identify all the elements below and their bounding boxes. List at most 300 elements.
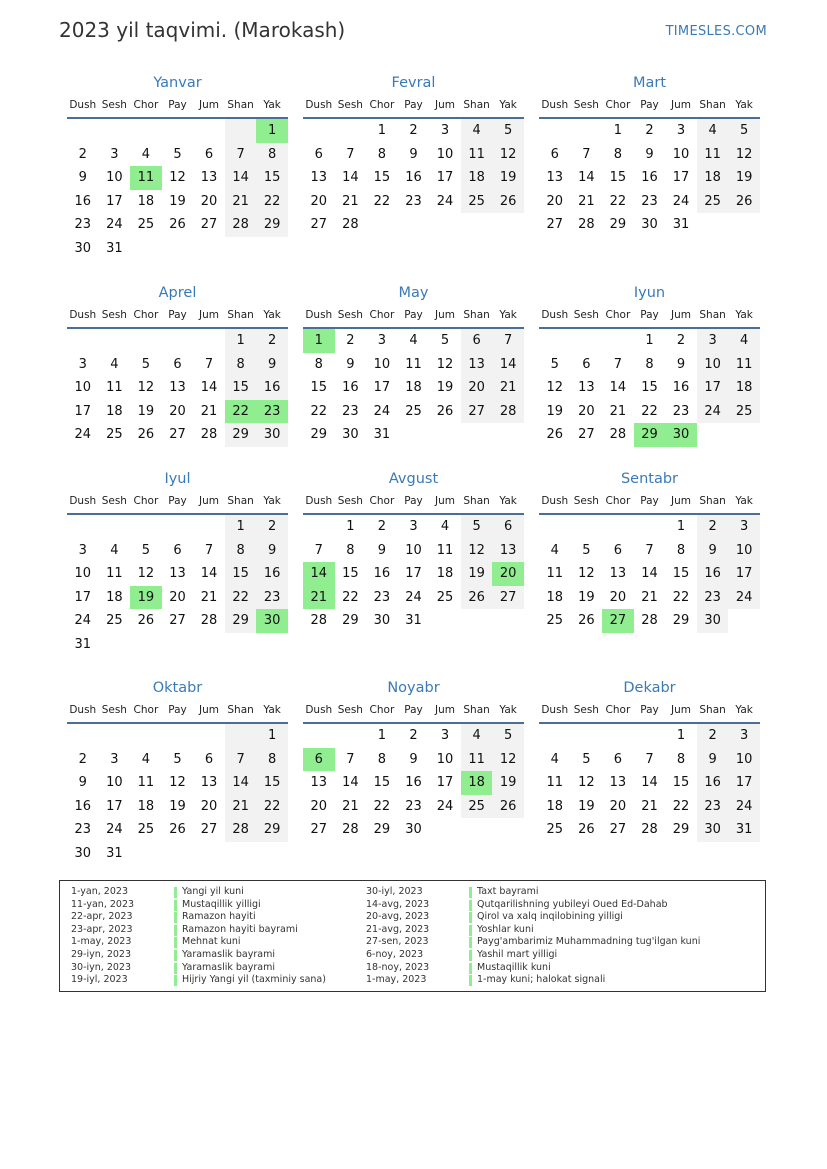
day-cell[interactable]: 1 (303, 329, 335, 353)
day-cell[interactable]: 21 (225, 795, 257, 819)
day-cell[interactable]: 10 (672, 146, 690, 162)
day-cell[interactable]: 16 (342, 380, 359, 395)
day-cell[interactable]: 6 (204, 146, 214, 162)
day-cell[interactable]: 23 (697, 586, 729, 610)
day-cell[interactable]: 16 (74, 193, 92, 209)
day-cell[interactable]: 17 (106, 193, 123, 209)
day-cell[interactable]: 9 (645, 146, 654, 162)
day-cell[interactable]: 26 (546, 427, 564, 442)
day-cell[interactable]: 7 (492, 329, 524, 353)
day-cell[interactable]: 25 (405, 403, 422, 419)
day-cell[interactable]: 19 (578, 798, 595, 814)
day-cell[interactable]: 19 (492, 771, 524, 795)
day-cell[interactable]: 27 (310, 217, 328, 232)
day-cell[interactable]: 16 (405, 170, 422, 185)
day-cell[interactable]: 14 (578, 170, 595, 185)
day-cell[interactable]: 30 (665, 423, 697, 447)
day-cell[interactable]: 13 (310, 170, 328, 185)
day-cell[interactable]: 4 (550, 542, 559, 558)
day-cell[interactable]: 13 (578, 380, 595, 395)
day-cell[interactable]: 21 (609, 403, 627, 419)
day-cell[interactable]: 11 (405, 356, 422, 372)
day-cell[interactable]: 22 (225, 400, 257, 424)
day-cell[interactable]: 22 (373, 193, 391, 209)
day-cell[interactable]: 14 (225, 771, 257, 795)
day-cell[interactable]: 31 (728, 818, 760, 842)
day-cell[interactable]: 18 (461, 166, 493, 190)
day-cell[interactable]: 26 (169, 217, 186, 232)
day-cell[interactable]: 22 (641, 403, 658, 419)
day-cell[interactable]: 2 (676, 333, 686, 348)
day-cell[interactable]: 30 (697, 818, 729, 842)
brand-link[interactable]: TIMESLES.COM (665, 24, 767, 39)
day-cell[interactable]: 9 (346, 356, 355, 372)
day-cell[interactable]: 6 (204, 751, 214, 767)
day-cell[interactable]: 23 (672, 403, 690, 419)
day-cell[interactable]: 10 (697, 353, 729, 377)
day-cell[interactable]: 28 (609, 427, 627, 442)
day-cell[interactable]: 22 (672, 589, 690, 605)
day-cell[interactable]: 28 (200, 427, 218, 442)
day-cell[interactable]: 30 (74, 845, 92, 861)
day-cell[interactable]: 20 (200, 193, 218, 209)
day-cell[interactable]: 26 (578, 822, 595, 837)
day-cell[interactable]: 11 (130, 166, 162, 190)
day-cell[interactable]: 11 (728, 353, 760, 377)
day-cell[interactable]: 22 (609, 193, 627, 209)
day-cell[interactable]: 15 (256, 166, 288, 190)
day-cell[interactable]: 13 (609, 775, 627, 790)
day-cell[interactable]: 20 (169, 589, 186, 605)
day-cell[interactable]: 3 (409, 519, 418, 534)
day-cell[interactable]: 22 (373, 798, 391, 814)
day-cell[interactable]: 24 (436, 798, 454, 814)
day-cell[interactable]: 19 (137, 403, 155, 419)
day-cell[interactable]: 2 (78, 751, 87, 767)
day-cell[interactable]: 5 (461, 515, 493, 539)
day-cell[interactable]: 8 (613, 146, 623, 162)
day-cell[interactable]: 19 (436, 380, 454, 395)
day-cell[interactable]: 15 (310, 380, 328, 395)
day-cell[interactable]: 20 (546, 193, 564, 209)
day-cell[interactable]: 25 (436, 589, 454, 605)
day-cell[interactable]: 8 (256, 143, 288, 167)
day-cell[interactable]: 8 (377, 146, 387, 162)
day-cell[interactable]: 12 (492, 748, 524, 772)
day-cell[interactable]: 19 (130, 586, 162, 610)
day-cell[interactable]: 4 (697, 119, 729, 143)
day-cell[interactable]: 23 (74, 217, 92, 232)
day-cell[interactable]: 18 (137, 193, 155, 209)
day-cell[interactable]: 2 (645, 123, 654, 138)
day-cell[interactable]: 7 (346, 751, 355, 767)
day-cell[interactable]: 3 (728, 515, 760, 539)
day-cell[interactable]: 2 (409, 728, 418, 743)
day-cell[interactable]: 27 (609, 822, 627, 837)
day-cell[interactable]: 1 (645, 333, 654, 348)
day-cell[interactable]: 9 (256, 353, 288, 377)
day-cell[interactable]: 12 (578, 566, 595, 581)
day-cell[interactable]: 25 (728, 400, 760, 424)
day-cell[interactable]: 13 (200, 170, 218, 185)
day-cell[interactable]: 2 (346, 333, 355, 348)
day-cell[interactable]: 30 (373, 613, 391, 628)
day-cell[interactable]: 17 (436, 775, 454, 790)
day-cell[interactable]: 11 (106, 380, 123, 395)
day-cell[interactable]: 29 (225, 423, 257, 447)
day-cell[interactable]: 31 (106, 240, 123, 256)
day-cell[interactable]: 5 (492, 724, 524, 748)
day-cell[interactable]: 22 (256, 795, 288, 819)
day-cell[interactable]: 11 (546, 775, 564, 790)
day-cell[interactable]: 9 (78, 170, 87, 185)
day-cell[interactable]: 25 (106, 613, 123, 628)
day-cell[interactable]: 7 (582, 146, 591, 162)
day-cell[interactable]: 15 (256, 771, 288, 795)
day-cell[interactable]: 14 (492, 353, 524, 377)
day-cell[interactable]: 21 (303, 586, 335, 610)
day-cell[interactable]: 7 (645, 542, 654, 558)
day-cell[interactable]: 14 (225, 166, 257, 190)
day-cell[interactable]: 28 (578, 217, 595, 232)
day-cell[interactable]: 12 (728, 143, 760, 167)
day-cell[interactable]: 6 (173, 356, 182, 372)
day-cell[interactable]: 5 (141, 356, 151, 372)
day-cell[interactable]: 28 (641, 613, 658, 628)
day-cell[interactable]: 18 (405, 380, 422, 395)
day-cell[interactable]: 19 (728, 166, 760, 190)
day-cell[interactable]: 22 (342, 589, 359, 605)
day-cell[interactable]: 24 (728, 586, 760, 610)
day-cell[interactable]: 18 (106, 589, 123, 605)
day-cell[interactable]: 28 (200, 613, 218, 628)
day-cell[interactable]: 3 (440, 123, 450, 138)
day-cell[interactable]: 1 (225, 329, 257, 353)
day-cell[interactable]: 12 (492, 143, 524, 167)
day-cell[interactable]: 12 (137, 566, 155, 581)
day-cell[interactable]: 18 (546, 589, 564, 605)
day-cell[interactable]: 14 (641, 566, 658, 581)
day-cell[interactable]: 7 (225, 748, 257, 772)
day-cell[interactable]: 22 (672, 798, 690, 814)
day-cell[interactable]: 6 (461, 329, 493, 353)
day-cell[interactable]: 13 (492, 539, 524, 563)
day-cell[interactable]: 15 (373, 170, 391, 185)
day-cell[interactable]: 26 (169, 822, 186, 837)
day-cell[interactable]: 11 (436, 542, 454, 558)
day-cell[interactable]: 14 (641, 775, 658, 790)
day-cell[interactable]: 9 (256, 539, 288, 563)
day-cell[interactable]: 27 (169, 427, 186, 442)
day-cell[interactable]: 16 (672, 380, 690, 395)
day-cell[interactable]: 12 (546, 380, 564, 395)
day-cell[interactable]: 8 (346, 542, 355, 558)
day-cell[interactable]: 22 (310, 403, 328, 419)
day-cell[interactable]: 13 (609, 566, 627, 581)
day-cell[interactable]: 17 (74, 403, 92, 419)
day-cell[interactable]: 24 (106, 822, 123, 837)
day-cell[interactable]: 31 (405, 613, 422, 628)
day-cell[interactable]: 28 (641, 822, 658, 837)
day-cell[interactable]: 12 (169, 170, 186, 185)
day-cell[interactable]: 22 (225, 586, 257, 610)
day-cell[interactable]: 26 (492, 795, 524, 819)
day-cell[interactable]: 3 (78, 542, 87, 558)
day-cell[interactable]: 17 (436, 170, 454, 185)
day-cell[interactable]: 24 (405, 589, 422, 605)
day-cell[interactable]: 19 (461, 562, 493, 586)
day-cell[interactable]: 10 (436, 146, 454, 162)
day-cell[interactable]: 5 (173, 751, 182, 767)
day-cell[interactable]: 22 (256, 190, 288, 214)
day-cell[interactable]: 15 (672, 775, 690, 790)
day-cell[interactable]: 29 (672, 822, 690, 837)
day-cell[interactable]: 25 (137, 822, 155, 837)
day-cell[interactable]: 15 (342, 566, 359, 581)
day-cell[interactable]: 6 (314, 146, 323, 162)
day-cell[interactable]: 23 (342, 403, 359, 419)
day-cell[interactable]: 17 (728, 771, 760, 795)
day-cell[interactable]: 11 (137, 775, 155, 790)
day-cell[interactable]: 23 (373, 589, 391, 605)
day-cell[interactable]: 3 (110, 146, 119, 162)
day-cell[interactable]: 17 (373, 380, 391, 395)
day-cell[interactable]: 29 (310, 427, 328, 442)
day-cell[interactable]: 29 (634, 423, 666, 447)
day-cell[interactable]: 5 (492, 119, 524, 143)
day-cell[interactable]: 30 (342, 427, 359, 442)
day-cell[interactable]: 2 (697, 724, 729, 748)
day-cell[interactable]: 10 (106, 775, 123, 790)
day-cell[interactable]: 26 (728, 190, 760, 214)
day-cell[interactable]: 3 (440, 728, 450, 743)
day-cell[interactable]: 23 (256, 586, 288, 610)
day-cell[interactable]: 21 (200, 589, 218, 605)
day-cell[interactable]: 9 (409, 146, 418, 162)
day-cell[interactable]: 6 (173, 542, 182, 558)
day-cell[interactable]: 27 (546, 217, 564, 232)
day-cell[interactable]: 30 (74, 240, 92, 256)
day-cell[interactable]: 6 (613, 751, 623, 767)
day-cell[interactable]: 9 (78, 775, 87, 790)
day-cell[interactable]: 19 (578, 589, 595, 605)
day-cell[interactable]: 11 (461, 143, 493, 167)
day-cell[interactable]: 31 (672, 217, 690, 232)
day-cell[interactable]: 15 (373, 775, 391, 790)
day-cell[interactable]: 1 (676, 519, 686, 534)
day-cell[interactable]: 12 (578, 775, 595, 790)
day-cell[interactable]: 29 (342, 613, 359, 628)
day-cell[interactable]: 10 (74, 566, 92, 581)
day-cell[interactable]: 26 (137, 427, 155, 442)
day-cell[interactable]: 4 (110, 542, 119, 558)
day-cell[interactable]: 20 (609, 589, 627, 605)
day-cell[interactable]: 12 (436, 356, 454, 372)
day-cell[interactable]: 27 (310, 822, 328, 837)
day-cell[interactable]: 27 (169, 613, 186, 628)
day-cell[interactable]: 21 (578, 193, 595, 209)
day-cell[interactable]: 20 (200, 798, 218, 814)
day-cell[interactable]: 27 (461, 400, 493, 424)
day-cell[interactable]: 24 (672, 193, 690, 209)
day-cell[interactable]: 19 (492, 166, 524, 190)
day-cell[interactable]: 15 (672, 566, 690, 581)
day-cell[interactable]: 26 (436, 403, 454, 419)
day-cell[interactable]: 1 (256, 119, 288, 143)
day-cell[interactable]: 8 (377, 751, 387, 767)
day-cell[interactable]: 29 (373, 822, 391, 837)
day-cell[interactable]: 24 (74, 613, 92, 628)
day-cell[interactable]: 2 (697, 515, 729, 539)
day-cell[interactable]: 30 (641, 217, 658, 232)
day-cell[interactable]: 23 (405, 193, 422, 209)
day-cell[interactable]: 17 (106, 798, 123, 814)
day-cell[interactable]: 16 (697, 562, 729, 586)
day-cell[interactable]: 21 (641, 798, 658, 814)
day-cell[interactable]: 9 (409, 751, 418, 767)
day-cell[interactable]: 1 (377, 728, 387, 743)
day-cell[interactable]: 27 (578, 427, 595, 442)
day-cell[interactable]: 6 (582, 356, 591, 372)
day-cell[interactable]: 28 (225, 213, 257, 237)
day-cell[interactable]: 7 (314, 542, 323, 558)
day-cell[interactable]: 27 (492, 586, 524, 610)
day-cell[interactable]: 31 (106, 845, 123, 861)
day-cell[interactable]: 26 (461, 586, 493, 610)
day-cell[interactable]: 25 (461, 795, 493, 819)
day-cell[interactable]: 30 (697, 609, 729, 633)
day-cell[interactable]: 25 (546, 822, 564, 837)
day-cell[interactable]: 1 (676, 728, 686, 743)
day-cell[interactable]: 23 (641, 193, 658, 209)
day-cell[interactable]: 8 (645, 356, 654, 372)
day-cell[interactable]: 7 (225, 143, 257, 167)
day-cell[interactable]: 17 (728, 562, 760, 586)
day-cell[interactable]: 28 (225, 818, 257, 842)
day-cell[interactable]: 21 (492, 376, 524, 400)
day-cell[interactable]: 24 (74, 427, 92, 442)
day-cell[interactable]: 18 (697, 166, 729, 190)
day-cell[interactable]: 24 (436, 193, 454, 209)
day-cell[interactable]: 20 (578, 403, 595, 419)
day-cell[interactable]: 13 (200, 775, 218, 790)
day-cell[interactable]: 12 (137, 380, 155, 395)
day-cell[interactable]: 14 (342, 775, 359, 790)
day-cell[interactable]: 25 (546, 613, 564, 628)
day-cell[interactable]: 10 (405, 542, 422, 558)
day-cell[interactable]: 14 (609, 380, 627, 395)
day-cell[interactable]: 2 (78, 146, 87, 162)
day-cell[interactable]: 20 (492, 562, 524, 586)
day-cell[interactable]: 15 (641, 380, 658, 395)
day-cell[interactable]: 3 (728, 724, 760, 748)
day-cell[interactable]: 21 (225, 190, 257, 214)
day-cell[interactable]: 30 (256, 423, 288, 447)
day-cell[interactable]: 10 (74, 380, 92, 395)
day-cell[interactable]: 11 (106, 566, 123, 581)
day-cell[interactable]: 20 (310, 193, 328, 209)
day-cell[interactable]: 7 (204, 542, 214, 558)
day-cell[interactable]: 17 (405, 566, 422, 581)
day-cell[interactable]: 19 (546, 403, 564, 419)
day-cell[interactable]: 4 (461, 724, 493, 748)
day-cell[interactable]: 7 (645, 751, 654, 767)
day-cell[interactable]: 28 (310, 613, 328, 628)
day-cell[interactable]: 17 (697, 376, 729, 400)
day-cell[interactable]: 16 (74, 798, 92, 814)
day-cell[interactable]: 8 (676, 542, 686, 558)
day-cell[interactable]: 18 (436, 566, 454, 581)
day-cell[interactable]: 16 (373, 566, 391, 581)
day-cell[interactable]: 29 (225, 609, 257, 633)
day-cell[interactable]: 5 (582, 542, 591, 558)
day-cell[interactable]: 10 (436, 751, 454, 767)
day-cell[interactable]: 30 (256, 609, 288, 633)
day-cell[interactable]: 18 (461, 771, 493, 795)
day-cell[interactable]: 23 (405, 798, 422, 814)
day-cell[interactable]: 13 (169, 380, 186, 395)
day-cell[interactable]: 4 (440, 519, 450, 534)
day-cell[interactable]: 18 (137, 798, 155, 814)
day-cell[interactable]: 28 (342, 822, 359, 837)
day-cell[interactable]: 15 (225, 376, 257, 400)
day-cell[interactable]: 4 (409, 333, 418, 348)
day-cell[interactable]: 9 (676, 356, 686, 372)
day-cell[interactable]: 14 (342, 170, 359, 185)
day-cell[interactable]: 20 (169, 403, 186, 419)
day-cell[interactable]: 6 (613, 542, 623, 558)
day-cell[interactable]: 7 (204, 356, 214, 372)
day-cell[interactable]: 4 (550, 751, 559, 767)
day-cell[interactable]: 17 (74, 589, 92, 605)
day-cell[interactable]: 15 (225, 562, 257, 586)
day-cell[interactable]: 4 (728, 329, 760, 353)
day-cell[interactable]: 2 (256, 329, 288, 353)
day-cell[interactable]: 26 (137, 613, 155, 628)
day-cell[interactable]: 8 (225, 539, 257, 563)
day-cell[interactable]: 19 (169, 193, 186, 209)
day-cell[interactable]: 3 (676, 123, 686, 138)
day-cell[interactable]: 5 (173, 146, 182, 162)
day-cell[interactable]: 13 (169, 566, 186, 581)
day-cell[interactable]: 20 (461, 376, 493, 400)
day-cell[interactable]: 5 (550, 356, 559, 372)
day-cell[interactable]: 24 (373, 403, 391, 419)
day-cell[interactable]: 25 (697, 190, 729, 214)
day-cell[interactable]: 14 (200, 566, 218, 581)
day-cell[interactable]: 10 (728, 748, 760, 772)
day-cell[interactable]: 21 (342, 798, 359, 814)
day-cell[interactable]: 25 (106, 427, 123, 442)
day-cell[interactable]: 1 (613, 123, 623, 138)
day-cell[interactable]: 1 (377, 123, 387, 138)
day-cell[interactable]: 12 (169, 775, 186, 790)
day-cell[interactable]: 17 (672, 170, 690, 185)
day-cell[interactable]: 3 (377, 333, 387, 348)
day-cell[interactable]: 26 (578, 613, 595, 628)
day-cell[interactable]: 5 (582, 751, 591, 767)
day-cell[interactable]: 10 (728, 539, 760, 563)
day-cell[interactable]: 3 (110, 751, 119, 767)
day-cell[interactable]: 20 (609, 798, 627, 814)
day-cell[interactable]: 4 (110, 356, 119, 372)
day-cell[interactable]: 9 (377, 542, 387, 558)
day-cell[interactable]: 24 (697, 400, 729, 424)
day-cell[interactable]: 20 (310, 798, 328, 814)
day-cell[interactable]: 28 (492, 400, 524, 424)
day-cell[interactable]: 25 (461, 190, 493, 214)
day-cell[interactable]: 29 (256, 818, 288, 842)
